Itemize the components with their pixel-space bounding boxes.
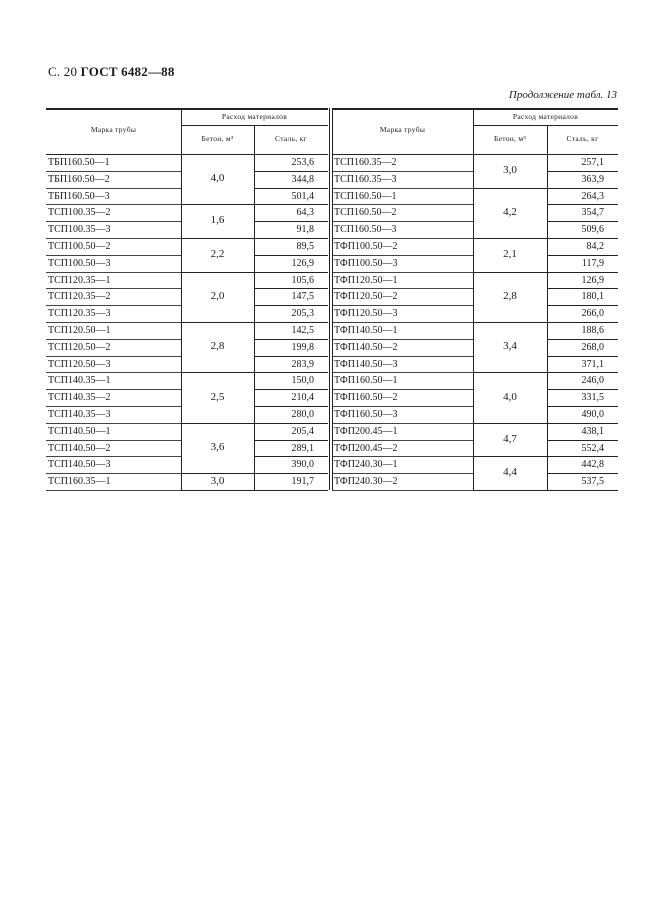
grade-row-rule xyxy=(332,288,473,289)
steel-row-rule xyxy=(254,238,328,239)
pipe-grade-cell: ТСП140.35—3 xyxy=(48,409,111,420)
pipe-grade-cell: ТФП120.50—2 xyxy=(334,291,398,303)
grade-row-rule xyxy=(46,204,181,205)
steel-value-cell: 501,4 xyxy=(291,190,314,202)
header-bottom-rule xyxy=(46,154,328,155)
steel-value-cell: 84,2 xyxy=(586,241,604,252)
pipe-grade-cell: ТСП120.50—3 xyxy=(48,358,111,370)
steel-row-rule xyxy=(254,372,328,373)
steel-row-rule xyxy=(254,406,328,407)
grade-row-rule xyxy=(332,171,473,172)
concrete-value-cell: 3,0 xyxy=(210,474,225,487)
steel-row-rule xyxy=(254,288,328,289)
concrete-value-cell: 2,8 xyxy=(503,289,517,302)
concrete-group-rule xyxy=(473,456,547,457)
steel-value-cell: 280,0 xyxy=(291,409,314,420)
grade-row-rule xyxy=(332,305,473,306)
steel-value-cell: 91,8 xyxy=(296,224,314,236)
table-left-border xyxy=(329,108,330,490)
steel-value-cell: 253,6 xyxy=(291,157,314,168)
concrete-group-rule xyxy=(473,188,547,189)
steel-row-rule xyxy=(254,255,328,256)
concrete-group-rule xyxy=(473,423,547,424)
concrete-group-rule xyxy=(473,272,547,273)
steel-row-rule xyxy=(547,423,618,424)
steel-value-cell: 147,5 xyxy=(291,291,314,303)
grade-row-rule xyxy=(332,423,473,424)
steel-value-cell: 283,9 xyxy=(291,358,314,370)
grade-row-rule xyxy=(46,288,181,289)
pipe-grade-cell: ТБП160.50—1 xyxy=(48,157,110,168)
header-bottom-rule xyxy=(332,154,618,155)
grade-row-rule xyxy=(332,490,473,491)
header-steel: Сталь, кг xyxy=(274,134,307,143)
pipe-grade-cell: ТФП140.50—2 xyxy=(334,341,398,353)
steel-row-rule xyxy=(547,456,618,457)
steel-value-cell: 438,1 xyxy=(581,425,604,437)
steel-row-rule xyxy=(547,372,618,373)
steel-value-cell: 191,7 xyxy=(291,476,314,488)
steel-row-rule xyxy=(547,322,618,323)
header-concrete: Бетон, м³ xyxy=(201,134,234,143)
concrete-value-cell: 4,4 xyxy=(503,466,517,479)
grade-row-rule xyxy=(46,238,181,239)
steel-value-cell: 188,6 xyxy=(581,325,604,336)
steel-value-cell: 180,1 xyxy=(581,291,604,303)
steel-value-cell: 105,6 xyxy=(291,274,314,286)
grade-row-rule xyxy=(332,272,473,273)
steel-row-rule xyxy=(254,188,328,189)
pipe-grade-cell: ТФП100.50—3 xyxy=(334,257,398,269)
grade-row-rule xyxy=(332,238,473,239)
concrete-group-rule xyxy=(181,490,254,491)
header-concrete: Бетон, м³ xyxy=(493,134,527,143)
concrete-group-rule xyxy=(181,238,254,239)
steel-row-rule xyxy=(547,440,618,441)
grade-row-rule xyxy=(332,221,473,222)
concrete-value-cell: 2,5 xyxy=(210,390,225,403)
grade-row-rule xyxy=(46,356,181,357)
steel-value-cell: 289,1 xyxy=(291,442,314,454)
header-steel: Сталь, кг xyxy=(566,134,599,143)
pipe-grade-cell: ТСП140.35—2 xyxy=(48,392,111,404)
grade-row-rule xyxy=(332,188,473,189)
pipe-grade-cell: ТСП120.35—3 xyxy=(48,308,111,320)
pipe-grade-cell: ТСП160.35—3 xyxy=(334,173,397,185)
steel-row-rule xyxy=(254,305,328,306)
steel-value-cell: 210,4 xyxy=(291,392,314,404)
concrete-group-rule xyxy=(473,490,547,491)
pipe-grade-cell: ТФП200.45—2 xyxy=(334,442,398,454)
pipe-grade-cell: ТФП140.50—1 xyxy=(334,325,398,336)
pipe-grade-cell: ТФП240.30—2 xyxy=(334,476,398,488)
steel-value-cell: 126,9 xyxy=(581,274,604,286)
steel-row-rule xyxy=(254,389,328,390)
steel-row-rule xyxy=(254,221,328,222)
concrete-group-rule xyxy=(181,204,254,205)
steel-row-rule xyxy=(547,406,618,407)
concrete-value-cell: 3,0 xyxy=(503,163,517,176)
grade-row-rule xyxy=(46,188,181,189)
standard-code: ГОСТ 6482—88 xyxy=(80,64,175,79)
header-top-rule xyxy=(332,108,618,110)
pipe-grade-cell: ТФП240.30—1 xyxy=(334,459,398,471)
pipe-grade-cell: ТФП160.50—2 xyxy=(334,392,398,404)
header-materials: Расход материалов xyxy=(512,112,579,121)
pipe-grade-cell: ТСП100.50—3 xyxy=(48,257,111,269)
pipe-grade-cell: ТСП160.35—1 xyxy=(48,476,111,488)
header-top-rule xyxy=(46,108,328,110)
pipe-grade-cell: ТСП140.50—3 xyxy=(48,459,111,471)
steel-row-rule xyxy=(547,255,618,256)
steel-value-cell: 344,8 xyxy=(291,173,314,185)
grade-row-rule xyxy=(46,440,181,441)
grade-row-rule xyxy=(46,171,181,172)
grade-row-rule xyxy=(46,456,181,457)
concrete-group-rule xyxy=(181,423,254,424)
pipe-grade-cell: ТСП140.35—1 xyxy=(48,375,111,387)
pipe-grade-cell: ТФП140.50—3 xyxy=(334,358,398,370)
steel-value-cell: 509,6 xyxy=(581,224,604,236)
concrete-value-cell: 2,1 xyxy=(503,247,517,260)
grade-row-rule xyxy=(332,204,473,205)
steel-row-rule xyxy=(547,188,618,189)
steel-value-cell: 64,3 xyxy=(296,207,314,219)
steel-row-rule xyxy=(547,490,618,491)
steel-row-rule xyxy=(254,423,328,424)
pipe-grade-cell: ТСП100.35—2 xyxy=(48,207,111,219)
pipe-grade-cell: ТФП200.45—1 xyxy=(334,425,398,437)
concrete-value-cell: 2,2 xyxy=(210,247,225,260)
concrete-value-cell: 4,2 xyxy=(503,205,517,218)
grade-row-rule xyxy=(46,389,181,390)
grade-row-rule xyxy=(46,255,181,256)
pipe-grade-cell: ТСП160.50—2 xyxy=(334,207,397,219)
pipe-grade-cell: ТСП160.50—1 xyxy=(334,190,397,202)
steel-row-rule xyxy=(254,456,328,457)
pipe-grade-cell: ТФП120.50—1 xyxy=(334,274,398,286)
grade-row-rule xyxy=(46,372,181,373)
pipe-grade-cell: ТСП100.50—2 xyxy=(48,241,111,252)
materials-table-right xyxy=(332,108,618,494)
concrete-value-cell: 4,7 xyxy=(503,432,517,445)
header-pipe-grade: Марка трубы xyxy=(379,125,426,134)
steel-row-rule xyxy=(254,356,328,357)
steel-value-cell: 537,5 xyxy=(581,476,604,488)
concrete-group-rule xyxy=(473,238,547,239)
steel-value-cell: 268,0 xyxy=(581,341,604,353)
steel-value-cell: 371,1 xyxy=(581,358,604,370)
pipe-grade-cell: ТСП160.50—3 xyxy=(334,224,397,236)
concrete-group-rule xyxy=(181,322,254,323)
steel-value-cell: 354,7 xyxy=(581,207,604,219)
concrete-value-cell: 3,4 xyxy=(503,340,517,353)
steel-row-rule xyxy=(254,272,328,273)
materials-table-left xyxy=(46,108,328,494)
concrete-group-rule xyxy=(473,372,547,373)
steel-value-cell: 205,3 xyxy=(291,308,314,320)
steel-row-rule xyxy=(547,238,618,239)
grade-row-rule xyxy=(46,322,181,323)
table-left-border-inner xyxy=(332,108,333,490)
steel-row-rule xyxy=(547,171,618,172)
grade-row-rule xyxy=(46,305,181,306)
concrete-group-rule xyxy=(181,272,254,273)
pipe-grade-cell: ТСП140.50—1 xyxy=(48,425,111,437)
pipe-grade-cell: ТСП120.35—1 xyxy=(48,274,111,286)
header-pipe-grade: Марка трубы xyxy=(90,125,137,134)
grade-row-rule xyxy=(46,221,181,222)
pipe-grade-cell: ТБП160.50—2 xyxy=(48,173,110,185)
concrete-value-cell: 4,0 xyxy=(210,172,225,185)
steel-value-cell: 246,0 xyxy=(581,375,604,387)
continuation-label: Продолжение табл. 13 xyxy=(508,89,617,101)
steel-value-cell: 264,3 xyxy=(581,190,604,202)
grade-row-rule xyxy=(332,356,473,357)
concrete-value-cell: 3,6 xyxy=(210,441,225,453)
steel-row-rule xyxy=(547,288,618,289)
header-materials: Расход материалов xyxy=(221,112,288,121)
steel-value-cell: 331,5 xyxy=(581,392,604,404)
steel-value-cell: 490,0 xyxy=(581,409,604,420)
grade-row-rule xyxy=(46,473,181,474)
page-header xyxy=(48,64,175,80)
steel-row-rule xyxy=(547,204,618,205)
grade-row-rule xyxy=(332,440,473,441)
steel-value-cell: 205,4 xyxy=(291,425,314,437)
grade-row-rule xyxy=(46,423,181,424)
concrete-value-cell: 1,6 xyxy=(210,214,225,227)
steel-value-cell: 266,0 xyxy=(581,308,604,320)
steel-row-rule xyxy=(547,305,618,306)
grade-row-rule xyxy=(332,255,473,256)
concrete-group-rule xyxy=(181,372,254,373)
steel-row-rule xyxy=(547,221,618,222)
pipe-grade-cell: ТФП160.50—1 xyxy=(334,375,398,387)
steel-value-cell: 89,5 xyxy=(296,241,314,252)
steel-value-cell: 117,9 xyxy=(581,257,604,269)
steel-value-cell: 257,1 xyxy=(581,157,604,168)
steel-value-cell: 142,5 xyxy=(291,325,314,336)
header-mid-rule xyxy=(473,125,618,126)
steel-value-cell: 552,4 xyxy=(581,442,604,454)
pipe-grade-cell: ТФП100.50—2 xyxy=(334,241,398,252)
concrete-value-cell: 2,0 xyxy=(210,289,225,302)
steel-row-rule xyxy=(547,389,618,390)
pipe-grade-cell: ТСП120.50—2 xyxy=(48,341,111,353)
concrete-value-cell: 2,8 xyxy=(210,340,225,353)
grade-row-rule xyxy=(332,456,473,457)
pipe-grade-cell: ТСП160.35—2 xyxy=(334,157,397,168)
grade-row-rule xyxy=(332,322,473,323)
steel-value-cell: 442,8 xyxy=(581,459,604,471)
steel-row-rule xyxy=(547,339,618,340)
pipe-grade-cell: ТБП160.50—3 xyxy=(48,190,110,202)
steel-row-rule xyxy=(254,490,328,491)
grade-row-rule xyxy=(46,272,181,273)
steel-row-rule xyxy=(254,322,328,323)
pipe-grade-cell: ТФП160.50—3 xyxy=(334,409,398,420)
pipe-grade-cell: ТСП120.35—2 xyxy=(48,291,111,303)
grade-row-rule xyxy=(332,339,473,340)
steel-row-rule xyxy=(547,473,618,474)
steel-row-rule xyxy=(254,204,328,205)
steel-row-rule xyxy=(254,171,328,172)
pipe-grade-cell: ТСП120.50—1 xyxy=(48,325,111,336)
steel-row-rule xyxy=(254,440,328,441)
grade-row-rule xyxy=(332,372,473,373)
steel-value-cell: 150,0 xyxy=(291,375,314,387)
grade-row-rule xyxy=(46,490,181,491)
pipe-grade-cell: ТСП100.35—3 xyxy=(48,224,111,236)
grade-row-rule xyxy=(46,406,181,407)
steel-value-cell: 390,0 xyxy=(291,459,314,471)
grade-row-rule xyxy=(332,406,473,407)
grade-row-rule xyxy=(332,473,473,474)
concrete-group-rule xyxy=(473,322,547,323)
page-number: С. 20 xyxy=(48,64,78,79)
steel-row-rule xyxy=(254,473,328,474)
pipe-grade-cell: ТФП120.50—3 xyxy=(334,308,398,320)
steel-row-rule xyxy=(547,356,618,357)
steel-row-rule xyxy=(254,339,328,340)
steel-value-cell: 363,9 xyxy=(581,173,604,185)
concrete-value-cell: 4,0 xyxy=(503,390,517,403)
pipe-grade-cell: ТСП140.50—2 xyxy=(48,442,111,454)
steel-row-rule xyxy=(547,272,618,273)
steel-value-cell: 126,9 xyxy=(291,257,314,269)
grade-row-rule xyxy=(332,389,473,390)
steel-value-cell: 199,8 xyxy=(291,341,314,353)
grade-row-rule xyxy=(46,339,181,340)
